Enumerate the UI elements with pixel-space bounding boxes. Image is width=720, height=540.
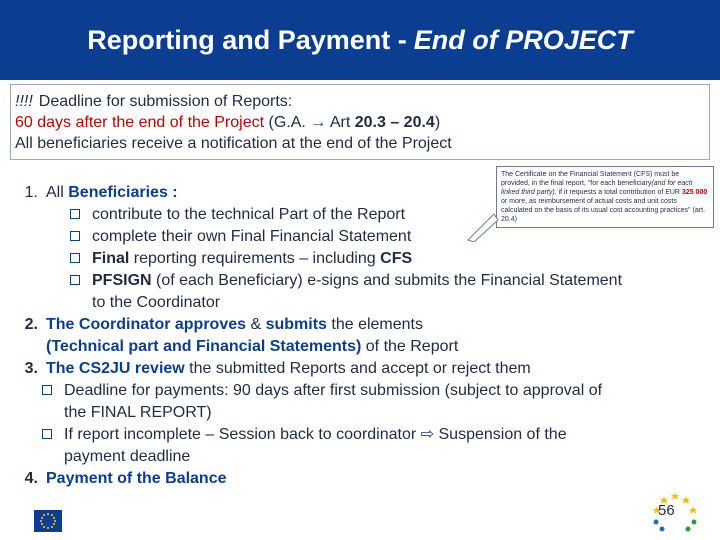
arrow-icon: ⇨ xyxy=(420,426,435,443)
sub-text: reporting requirements – including xyxy=(129,250,381,267)
checkbox-bullet-icon xyxy=(70,209,80,219)
sub-continuation: to the Coordinator xyxy=(92,294,221,311)
item-number: 4. xyxy=(24,470,38,487)
arrow-icon: → xyxy=(310,114,327,131)
review-label: The CS2JU review xyxy=(46,360,185,377)
intro-line-2 xyxy=(15,112,709,133)
art-number: 20.3 – 20.4 xyxy=(354,114,435,131)
deadline-label: Deadline for submission of Reports: xyxy=(38,93,293,110)
intro-line-1 xyxy=(15,91,709,112)
item-text xyxy=(46,314,423,336)
callout-amount: 325 000 xyxy=(681,189,708,196)
item-mid: & xyxy=(246,316,266,333)
sub-bold: Final xyxy=(92,250,130,267)
sub-item xyxy=(8,424,718,446)
item-number: 3. xyxy=(24,360,38,377)
submits-label: submits xyxy=(265,316,327,333)
callout-text: or more, as reimbursement of actual costs and unit costs calculated on the basis of its usual cost accounting practices" (art. 20.4) xyxy=(501,198,706,223)
sub-text: complete their own Final Financial Statement xyxy=(92,228,412,245)
art-label: Art xyxy=(326,114,355,131)
title-italic: End of PROJECT xyxy=(413,24,633,55)
sub-item xyxy=(8,270,718,292)
title-main: Reporting and Payment - xyxy=(87,24,407,55)
ga-close: ) xyxy=(434,114,441,131)
coordinator-approves: The Coordinator approves xyxy=(46,316,247,333)
pfsign-label: PFSIGN xyxy=(92,272,152,289)
callout-pointer-icon xyxy=(466,210,500,242)
item-number: 1. xyxy=(24,184,38,201)
sub-item xyxy=(8,248,718,270)
item-continuation xyxy=(8,336,718,358)
sub-item xyxy=(8,226,718,248)
intro-line-3: All beneficiaries receive a notification at the end of the Project xyxy=(15,135,452,152)
callout-italic: (and for each linked third party) xyxy=(501,180,693,196)
cfs-label: CFS xyxy=(380,250,413,267)
item-text xyxy=(46,358,531,380)
sub-text: (of each Beneficiary) e-signs and submits the Financial Statement xyxy=(151,272,623,289)
sub-text: If report incomplete – Session back to coordinator xyxy=(64,426,421,443)
sub-continuation: the FINAL REPORT) xyxy=(64,404,212,421)
sub-text: contribute to the technical Part of the Report xyxy=(92,206,406,223)
warning-mark: !!!! xyxy=(15,93,33,110)
checkbox-bullet-icon xyxy=(70,231,80,241)
list-item-2 xyxy=(8,314,718,336)
deadline-red: 60 days after the end of the Project xyxy=(15,114,265,131)
callout-text: The Certificate on the Financial Statement (CFS) must be provided, in the final report, "for each beneficiary xyxy=(501,171,680,187)
page-number: 56 xyxy=(658,502,675,519)
item-number: 2. xyxy=(24,316,38,333)
eu-flag-icon xyxy=(34,510,62,532)
slide-title xyxy=(0,0,720,80)
item-pre: All xyxy=(46,184,69,201)
callout-text: , if it requests a total contribution of EUR xyxy=(554,189,682,196)
item-post: of the Report xyxy=(361,338,459,355)
sub-continuation: payment deadline xyxy=(64,448,191,465)
list-item-4 xyxy=(8,468,718,490)
checkbox-bullet-icon xyxy=(42,429,52,439)
checkbox-bullet-icon xyxy=(70,253,80,263)
sub-text: Deadline for payments: 90 days after first submission (subject to approval of xyxy=(64,382,603,399)
payment-balance-label: Payment of the Balance xyxy=(46,470,227,487)
item-text xyxy=(46,182,178,204)
intro-box xyxy=(10,84,710,160)
item-post: the elements xyxy=(326,316,423,333)
main-list xyxy=(8,182,718,490)
elements-bold: (Technical part and Financial Statements) xyxy=(46,338,362,355)
sub-text: Suspension of the xyxy=(434,426,567,443)
checkbox-bullet-icon xyxy=(70,275,80,285)
list-item-3 xyxy=(8,358,718,380)
checkbox-bullet-icon xyxy=(42,385,52,395)
sub-item xyxy=(8,380,718,402)
cfs-callout xyxy=(496,166,714,228)
item-post: the submitted Reports and accept or reject them xyxy=(184,360,531,377)
ga-ref: (G.A. xyxy=(264,114,311,131)
beneficiaries-label: Beneficiaries : xyxy=(68,184,178,201)
